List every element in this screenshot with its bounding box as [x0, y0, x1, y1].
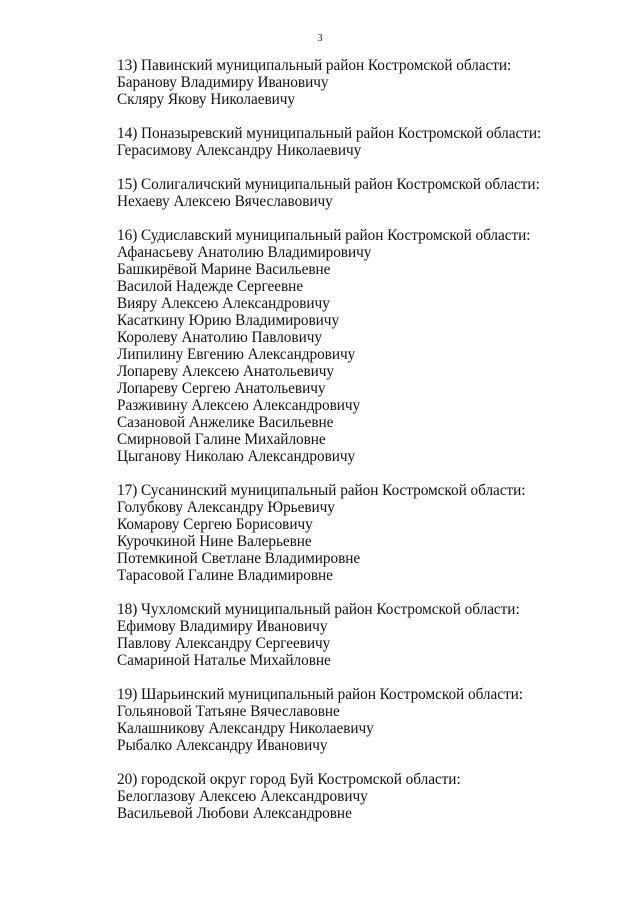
district-heading: 14) Поназыревский муниципальный район Костромской области: — [117, 125, 542, 142]
district-section — [117, 227, 617, 465]
district-section — [117, 176, 617, 210]
district-section — [117, 771, 617, 822]
person-name: Вияру Алексею Александровичу — [117, 295, 330, 312]
person-name: Касаткину Юрию Владимировичу — [117, 312, 340, 329]
person-name: Королеву Анатолию Павловичу — [117, 329, 322, 346]
person-name: Лопареву Сергею Анатольевичу — [117, 380, 326, 397]
person-name: Лопареву Алексею Анатольевичу — [117, 363, 335, 380]
district-section — [117, 482, 617, 584]
district-heading: 15) Солигаличский муниципальный район Костромской области: — [117, 176, 540, 193]
person-name: Белоглазову Алексею Александровичу — [117, 788, 368, 805]
person-name: Афанасьеву Анатолию Владимировичу — [117, 244, 372, 261]
district-heading: 19) Шарьинский муниципальный район Костромской области: — [117, 686, 523, 703]
person-name: Липилину Евгению Александровичу — [117, 346, 356, 363]
person-name: Скляру Якову Николаевичу — [117, 91, 296, 108]
person-name: Сазановой Анжелике Васильевне — [117, 414, 334, 431]
person-name: Тарасовой Галине Владимировне — [117, 567, 333, 584]
district-section — [117, 125, 617, 159]
person-name: Павлову Александру Сергеевичу — [117, 635, 331, 652]
person-name: Василой Надежде Сергеевне — [117, 278, 304, 295]
person-name: Гольяновой Татьяне Вячеславовне — [117, 703, 340, 720]
district-section — [117, 601, 617, 669]
person-name: Герасимову Александру Николаевичу — [117, 142, 362, 159]
district-section — [117, 686, 617, 754]
district-heading: 20) городской округ город Буй Костромской области: — [117, 771, 461, 788]
person-name: Цыганову Николаю Александровичу — [117, 448, 356, 465]
person-name: Баранову Владимиру Ивановичу — [117, 74, 329, 91]
person-name: Потемкиной Светлане Владимировне — [117, 550, 361, 567]
person-name: Башкирёвой Марине Васильевне — [117, 261, 331, 278]
district-section — [117, 57, 617, 108]
award-list — [117, 57, 617, 839]
person-name: Смирновой Галине Михайловне — [117, 431, 326, 448]
person-name: Калашникову Александру Николаевичу — [117, 720, 374, 737]
person-name: Нехаеву Алексею Вячеславовичу — [117, 193, 333, 210]
person-name: Курочкиной Нине Валерьевне — [117, 533, 312, 550]
person-name: Самариной Наталье Михайловне — [117, 652, 331, 669]
person-name: Комарову Сергею Борисовичу — [117, 516, 313, 533]
district-heading: 16) Судиславский муниципальный район Костромской области: — [117, 227, 531, 244]
district-heading: 13) Павинский муниципальный район Костромской области: — [117, 57, 512, 74]
person-name: Васильевой Любови Александровне — [117, 805, 352, 822]
page-number: 3 — [317, 33, 323, 44]
district-heading: 17) Сусанинский муниципальный район Костромской области: — [117, 482, 526, 499]
person-name: Разживину Алексею Александровичу — [117, 397, 361, 414]
person-name: Рыбалко Александру Ивановичу — [117, 737, 328, 754]
person-name: Ефимову Владимиру Ивановичу — [117, 618, 328, 635]
person-name: Голубкову Александру Юрьевичу — [117, 499, 335, 516]
district-heading: 18) Чухломский муниципальный район Костромской области: — [117, 601, 520, 618]
